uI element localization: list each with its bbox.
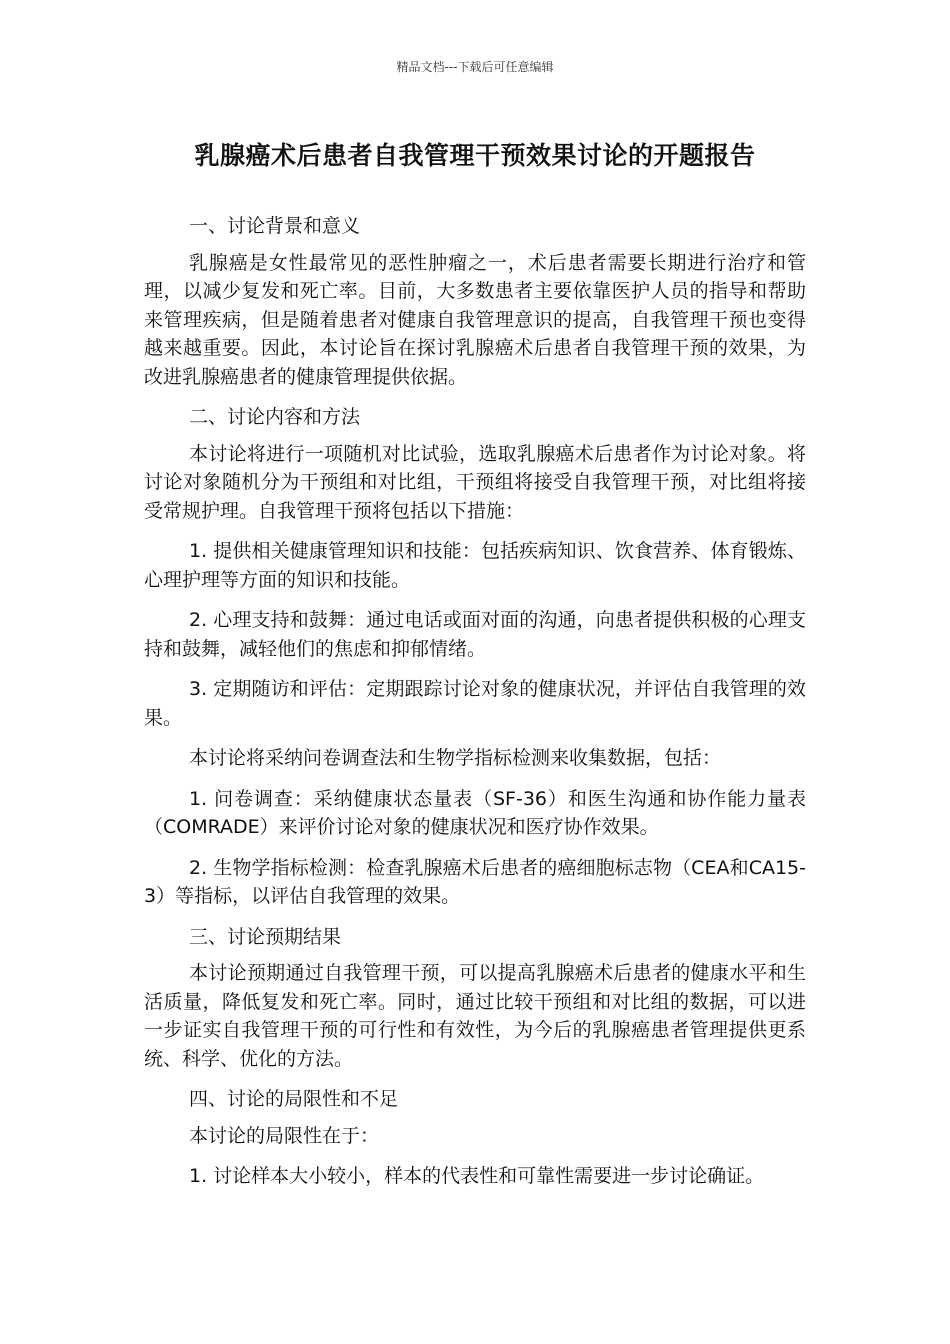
section-heading-results: 三、讨论预期结果 (189, 925, 342, 948)
document-title: 乳腺癌术后患者自我管理干预效果讨论的开题报告 (194, 141, 756, 170)
paragraph-background: 乳腺癌是女性最常见的恶性肿瘤之一，术后患者需要长期进行治疗和管理，以减少复发和死亡率。目前，大多数患者主要依靠医护人员的指导和帮助来管理疾病，但是随着患者对健康自我管理意识的提高，自我管理干预也变得越来越重要。因此，本讨论旨在探讨乳腺癌术后患者自我管理干预的效果，为改进乳腺癌患者的健康管理提供依据。 (144, 251, 806, 388)
list-item-measure-2: 2. 心理支持和鼓舞：通过电话或面对面的沟通，向患者提供积极的心理支持和鼓舞，减轻他们的焦虑和抑郁情绪。 (144, 609, 806, 660)
list-item-measure-1: 1. 提供相关健康管理知识和技能：包括疾病知识、饮食营养、体育锻炼、心理护理等方面的知识和技能。 (144, 540, 806, 591)
section-heading-limitations: 四、讨论的局限性和不足 (189, 1088, 399, 1110)
paragraph-data-collection: 本讨论将采纳问卷调查法和生物学指标检测来收集数据，包括： (189, 747, 722, 769)
paragraph-results: 本讨论预期通过自我管理干预，可以提高乳腺癌术后患者的健康水平和生活质量，降低复发和死亡率。同时，通过比较干预组和对比组的数据，可以进一步证实自我管理干预的可行性和有效性，为今后的乳腺癌患者管理提供更系统、科学、优化的方法。 (144, 962, 806, 1070)
paragraph-methods-intro: 本讨论将进行一项随机对比试验，选取乳腺癌术后患者作为讨论对象。将讨论对象随机分为干预组和对比组，干预组将接受自我管理干预，对比组将接受常规护理。自我管理干预将包括以下措施： (144, 442, 806, 522)
list-item-data-2: 2. 生物学指标检测：检查乳腺癌术后患者的癌细胞标志物（CEA和CA15-3）等指标，以评估自我管理的效果。 (144, 856, 806, 907)
section-heading-background: 一、讨论背景和意义 (189, 215, 361, 237)
document-body (144, 212, 806, 1203)
list-item-limitation-1: 1. 讨论样本大小较小，样本的代表性和可靠性需要进一步讨论确证。 (189, 1165, 765, 1187)
paragraph-limitations-intro: 本讨论的局限性在于： (189, 1124, 380, 1147)
header-note: 精品文档---下载后可任意编辑 (396, 60, 554, 74)
list-item-data-1: 1. 问卷调查：采纳健康状态量表（SF-36）和医生沟通和协作能力量表（COMRADE）来评价讨论对象的健康状况和医疗协作效果。 (144, 787, 806, 838)
list-item-measure-3: 3. 定期随访和评估：定期跟踪讨论对象的健康状况，并评估自我管理的效果。 (144, 678, 806, 729)
section-heading-methods: 二、讨论内容和方法 (189, 406, 361, 428)
